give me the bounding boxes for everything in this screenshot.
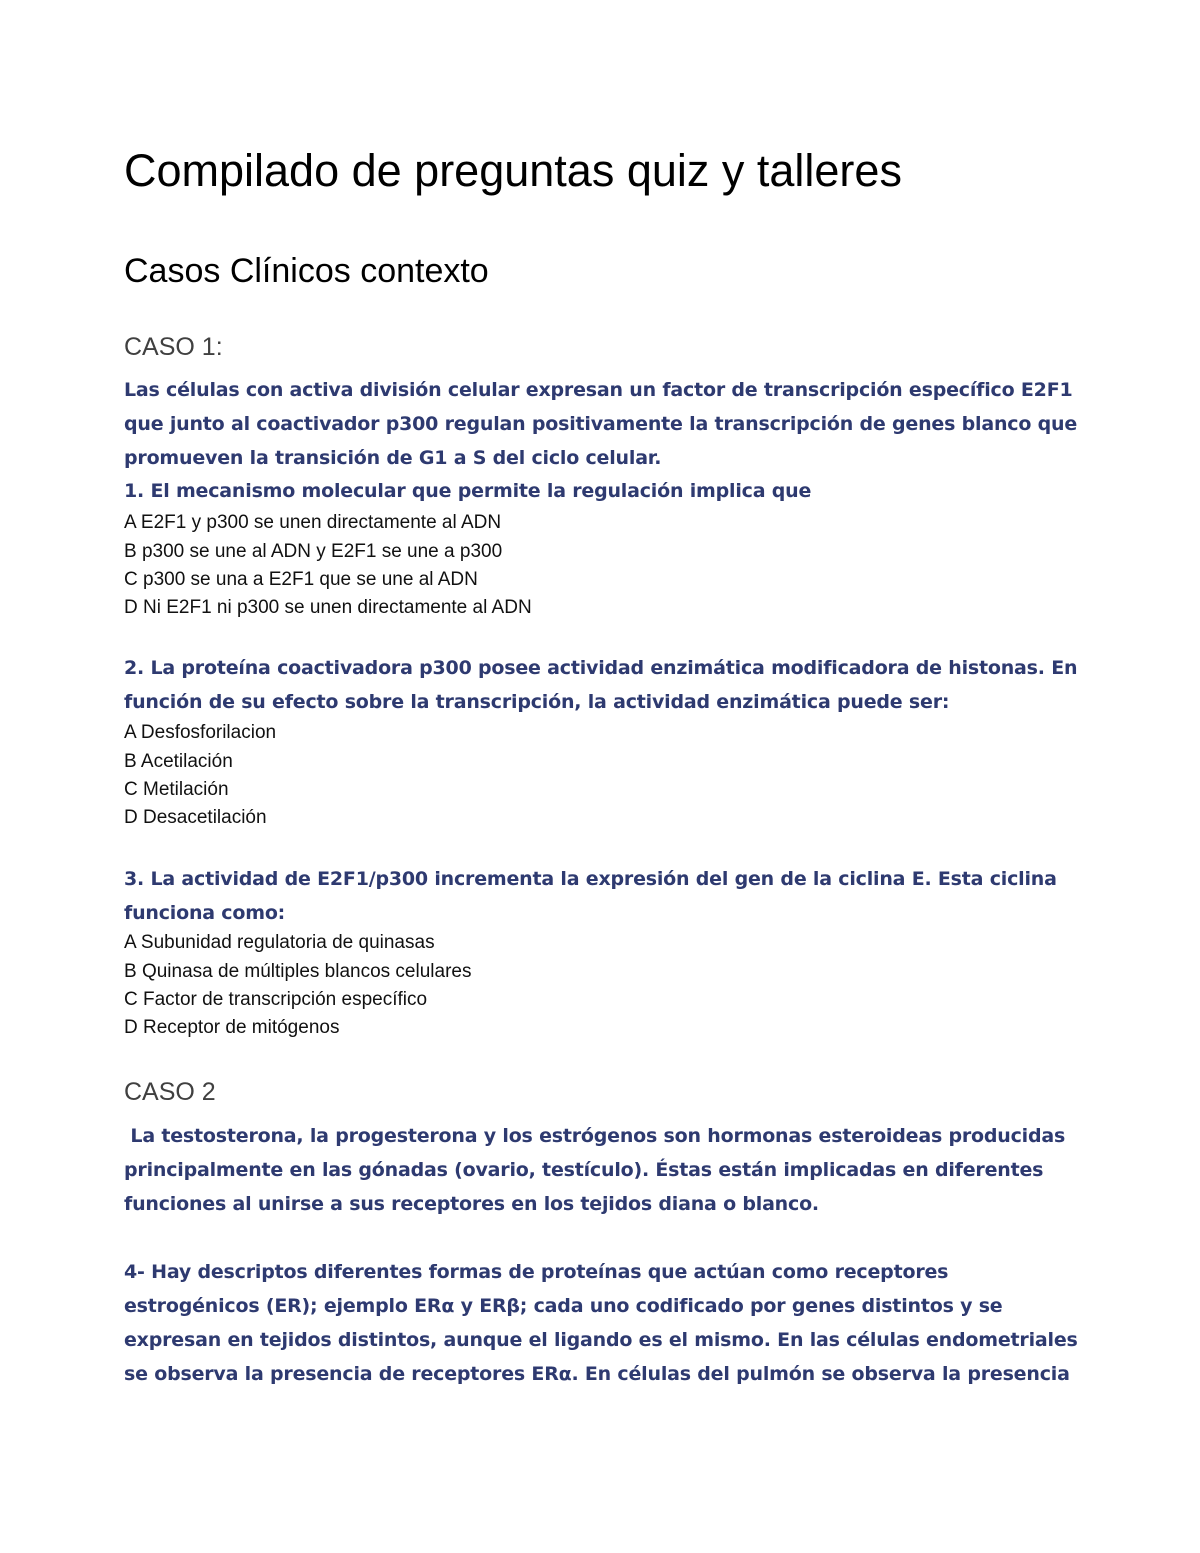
- question-3-option-a: A Subunidad regulatoria de quinasas: [124, 932, 435, 953]
- question-2-option-b: B Acetilación: [124, 751, 233, 772]
- document-title: Compilado de preguntas quiz y talleres: [124, 145, 902, 196]
- question-3-option-d: D Receptor de mitógenos: [124, 1017, 340, 1038]
- question-3-option-c: C Factor de transcripción específico: [124, 989, 428, 1010]
- caso-2-heading: CASO 2: [124, 1078, 216, 1106]
- caso-1-intro-line: promueven la transición de G1 a S del ciclo celular.: [124, 447, 662, 469]
- caso-2-intro-line: funciones al unirse a sus receptores en los tejidos diana o blanco.: [124, 1193, 819, 1215]
- question-4-text: 4- Hay descriptos diferentes formas de proteínas que actúan como receptores: [124, 1261, 949, 1283]
- question-4-text: estrogénicos (ER); ejemplo ERα y ERβ; cada uno codificado por genes distintos y se: [124, 1295, 1003, 1317]
- question-2-option-a: A Desfosforilacion: [124, 722, 277, 743]
- section-subtitle: Casos Clínicos contexto: [124, 252, 489, 290]
- question-1-option-c: C p300 se una a E2F1 que se une al ADN: [124, 569, 478, 590]
- caso-2-intro-line: La testosterona, la progesterona y los estrógenos son hormonas esteroideas producidas: [124, 1125, 1066, 1147]
- question-2-text: función de su efecto sobre la transcripción, la actividad enzimática puede ser:: [124, 691, 950, 713]
- question-1-option-b: B p300 se une al ADN y E2F1 se une a p300: [124, 541, 503, 562]
- question-2-option-d: D Desacetilación: [124, 807, 267, 828]
- question-3-text: 3. La actividad de E2F1/p300 incrementa la expresión del gen de la ciclina E. Esta ciclina: [124, 868, 1057, 890]
- question-4-text: expresan en tejidos distintos, aunque el ligando es el mismo. En las células endometriales: [124, 1329, 1078, 1351]
- caso-1-intro-line: que junto al coactivador p300 regulan positivamente la transcripción de genes blanco que: [124, 413, 1078, 435]
- question-4-text: se observa la presencia de receptores ERα. En células del pulmón se observa la presencia: [124, 1363, 1070, 1385]
- question-1-text: 1. El mecanismo molecular que permite la regulación implica que: [124, 480, 812, 502]
- caso-1-intro-line: Las células con activa división celular expresan un factor de transcripción específico E2F1: [124, 379, 1073, 401]
- caso-2-intro-line: principalmente en las gónadas (ovario, testículo). Éstas están implicadas en diferentes: [124, 1159, 1044, 1181]
- question-2-option-c: C Metilación: [124, 779, 229, 800]
- question-1-option-a: A E2F1 y p300 se unen directamente al ADN: [124, 512, 502, 533]
- question-3-option-b: B Quinasa de múltiples blancos celulares: [124, 961, 472, 982]
- question-2-text: 2. La proteína coactivadora p300 posee actividad enzimática modificadora de histonas. En: [124, 657, 1078, 679]
- caso-1-heading: CASO 1:: [124, 333, 223, 361]
- question-3-text: funciona como:: [124, 902, 286, 924]
- question-1-option-d: D Ni E2F1 ni p300 se unen directamente al ADN: [124, 597, 532, 618]
